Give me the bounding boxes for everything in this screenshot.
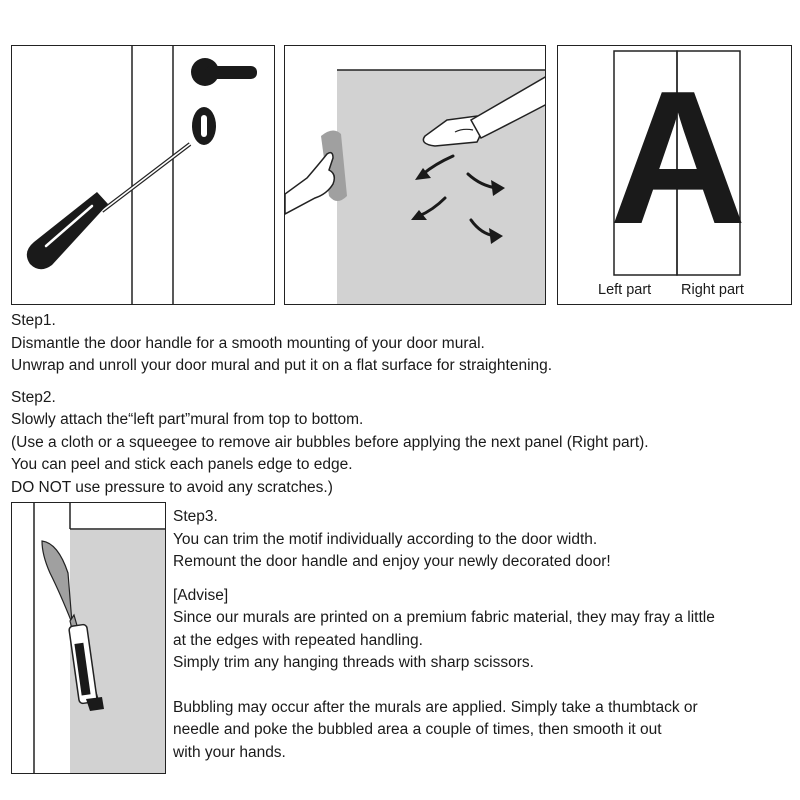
door-handle-icon xyxy=(191,58,257,145)
step3-title: Step3. xyxy=(173,508,218,525)
illustration-trim-mural xyxy=(11,502,166,774)
step1-line: Dismantle the door handle for a smooth mounting of your door mural. xyxy=(11,334,485,352)
cutter-illustration xyxy=(12,503,166,774)
screwdriver-icon xyxy=(27,144,190,269)
illustration-dismantle-handle xyxy=(11,45,275,305)
step3-line: You can trim the motif individually according to the door width. xyxy=(173,530,598,548)
instructions-steps-1-2 xyxy=(11,310,649,499)
advise-line: needle and poke the bubbled area a couple of times, then smooth it out xyxy=(173,721,662,738)
advise-line: at the edges with repeated handling. xyxy=(173,631,423,649)
advise-line: with your hands. xyxy=(173,743,286,761)
left-part-label: Left part xyxy=(598,282,652,298)
step3-line: Remount the door handle and enjoy your newly decorated door! xyxy=(173,553,611,570)
step2-line: DO NOT use pressure to avoid any scratches.) xyxy=(11,478,333,496)
step2-line: (Use a cloth or a squeegee to remove air bubbles before applying the next panel (Right part). xyxy=(11,433,649,451)
step1-line: Unwrap and unroll your door mural and put it on a flat surface for straightening. xyxy=(11,357,553,374)
advise-line: Since our murals are printed on a premium fabric material, they may fray a little xyxy=(173,609,715,626)
illustration-apply-mural xyxy=(284,45,546,305)
letter-a: A xyxy=(609,52,747,264)
step2-line: You can peel and stick each panels edge to edge. xyxy=(11,456,353,473)
letter-panels-illustration xyxy=(558,46,792,305)
step2-title: Step2. xyxy=(11,388,56,406)
door-handle-illustration xyxy=(12,46,275,305)
advise-line: Bubbling may occur after the murals are applied. Simply take a thumbtack or xyxy=(173,698,698,716)
illustration-left-right-parts xyxy=(557,45,792,305)
step1-title: Step1. xyxy=(11,312,56,329)
hand-icon xyxy=(285,153,334,214)
instructions-step-3-advise xyxy=(173,506,715,764)
step2-line: Slowly attach the“left part”mural from top to bottom. xyxy=(11,411,364,428)
advise-line: Simply trim any hanging threads with sharp scissors. xyxy=(173,654,534,671)
right-part-label: Right part xyxy=(681,282,744,298)
apply-mural-illustration xyxy=(285,46,546,305)
advise-title: [Advise] xyxy=(173,586,229,604)
